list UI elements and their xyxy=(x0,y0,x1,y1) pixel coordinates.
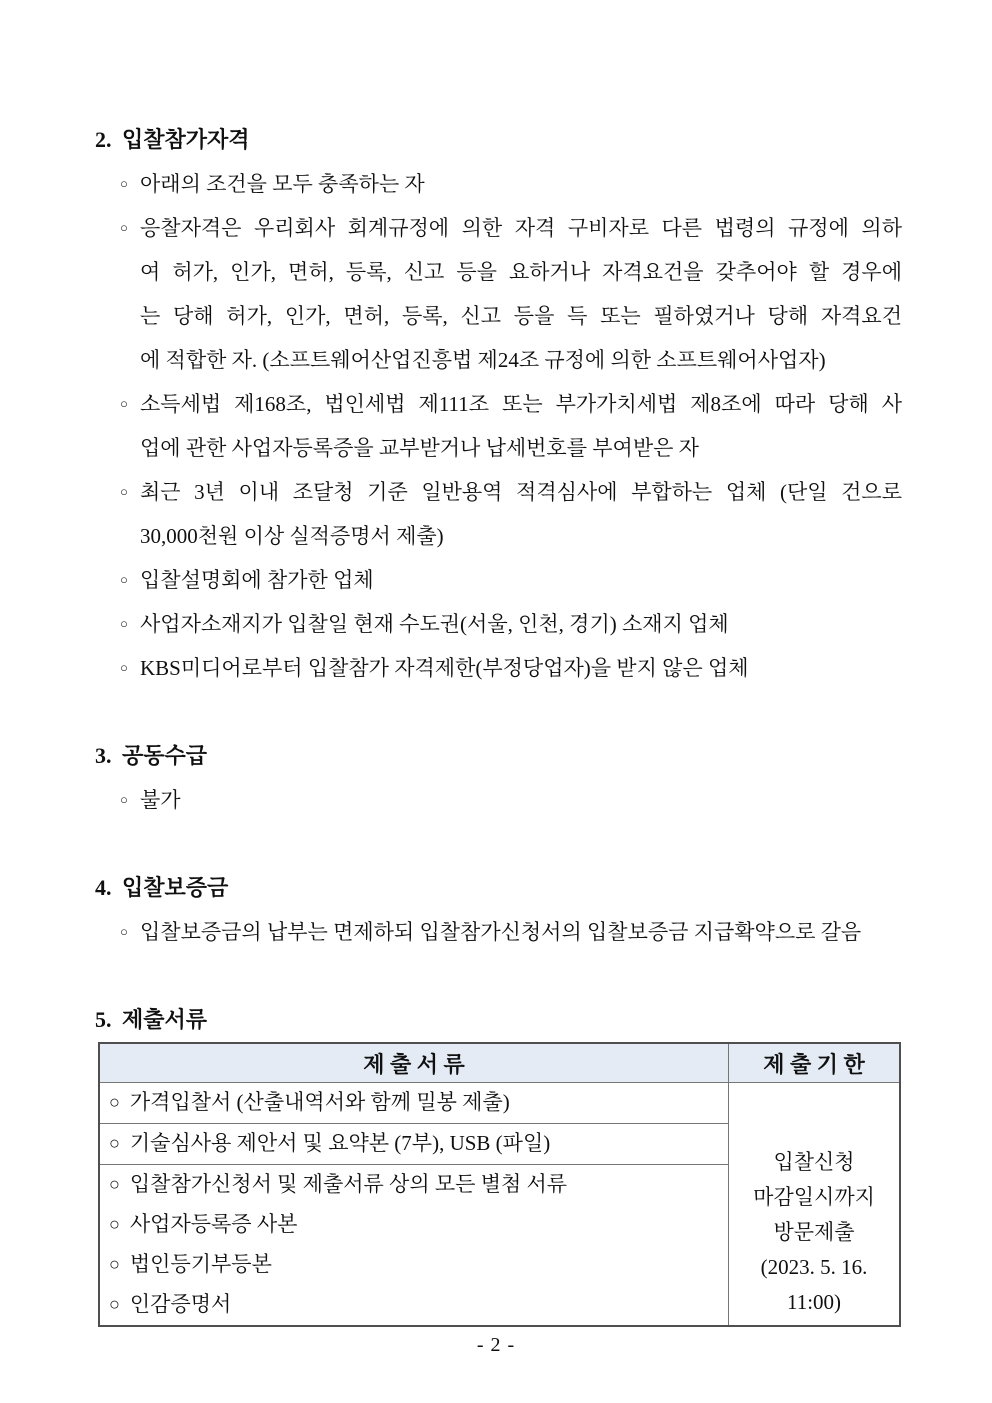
document-row-text: 법인등기부등본 xyxy=(129,1252,272,1276)
document-row-text: 기술심사용 제안서 및 요약본 (7부), USB (파일) xyxy=(129,1131,551,1155)
item-text xyxy=(140,162,902,206)
circle-bullet-icon: ○ xyxy=(109,1092,120,1112)
document-row-line xyxy=(109,1245,728,1285)
item-text xyxy=(140,602,902,646)
section-number: 4. xyxy=(95,875,112,900)
submission-table xyxy=(98,1042,901,1327)
section-number: 5. xyxy=(95,1007,112,1032)
document-row-line xyxy=(109,1083,728,1123)
document-row-line xyxy=(109,1124,728,1164)
document-row-text: 가격입찰서 (산출내역서와 함께 밀봉 제출) xyxy=(129,1090,510,1114)
document-row-line xyxy=(109,1165,728,1205)
section-2 xyxy=(95,118,902,690)
section-heading xyxy=(95,866,902,910)
circle-bullet-icon: ○ xyxy=(109,1174,120,1194)
table-head xyxy=(99,1043,900,1083)
section-5 xyxy=(95,998,902,1042)
bullet-item xyxy=(95,910,902,954)
bullet-item xyxy=(95,206,902,382)
circle-bullet-icon: ○ xyxy=(120,660,128,675)
circle-bullet-icon: ○ xyxy=(120,396,128,411)
circle-bullet-icon: ○ xyxy=(109,1254,120,1274)
item-text xyxy=(140,558,902,602)
circle-bullet-icon: ○ xyxy=(109,1133,120,1153)
item-text xyxy=(140,778,902,822)
text-line: 최근 3년 이내 조달청 기준 일반용역 적격심사에 부합하는 업체 (단일 건으로 xyxy=(140,480,902,504)
section-title: 공동수급 xyxy=(122,743,208,768)
section-3 xyxy=(95,734,902,822)
table-body xyxy=(99,1083,900,1327)
bullet-item xyxy=(95,162,902,206)
text-line: 불가 xyxy=(140,788,181,812)
deadline-line: 11:00) xyxy=(787,1290,842,1314)
section-heading xyxy=(95,998,902,1042)
circle-bullet-icon: ○ xyxy=(120,616,128,631)
document-row-text: 입찰참가신청서 및 제출서류 상의 모든 별첨 서류 xyxy=(129,1172,568,1196)
section-4 xyxy=(95,866,902,954)
text-line: 사업자소재지가 입찰일 현재 수도권(서울, 인천, 경기) 소재지 업체 xyxy=(140,612,729,636)
text-line: 30,000천원 이상 실적증명서 제출) xyxy=(140,524,444,548)
document-row-line xyxy=(109,1205,728,1245)
document-body xyxy=(95,118,902,1327)
documents-cell xyxy=(99,1124,729,1165)
item-text xyxy=(140,910,902,954)
text-line: 여 허가, 인가, 면허, 등록, 신고 등을 요하거나 자격요건을 갖추어야 할 경우에 xyxy=(140,260,902,284)
deadline-cell xyxy=(729,1083,900,1327)
deadline-line: 입찰신청 xyxy=(773,1150,855,1174)
section-title: 입찰참가자격 xyxy=(122,127,250,152)
bullet-item xyxy=(95,382,902,470)
documents-cell xyxy=(99,1165,729,1327)
text-line: 입찰설명회에 참가한 업체 xyxy=(140,568,374,592)
circle-bullet-icon: ○ xyxy=(120,924,128,939)
bullet-item xyxy=(95,602,902,646)
document-row-text: 인감증명서 xyxy=(129,1292,232,1316)
section-title: 제출서류 xyxy=(122,1007,208,1032)
text-line: KBS미디어로부터 입찰참가 자격제한(부정당업자)을 받지 않은 업체 xyxy=(140,656,749,680)
bullet-item xyxy=(95,470,902,558)
text-line: 소득세법 제168조, 법인세법 제111조 또는 부가가치세법 제8조에 따라 당해 사 xyxy=(140,392,902,416)
circle-bullet-icon: ○ xyxy=(120,792,128,807)
section-number: 3. xyxy=(95,743,112,768)
table-header-documents: 제 출 서 류 xyxy=(99,1043,729,1083)
bullet-item xyxy=(95,558,902,602)
text-line: 에 적합한 자. (소프트웨어산업진흥법 제24조 규정에 의한 소프트웨어사업자) xyxy=(140,348,826,372)
circle-bullet-icon: ○ xyxy=(120,572,128,587)
section-title: 입찰보증금 xyxy=(122,875,229,900)
page-number: - 2 - xyxy=(476,1334,516,1356)
table-header-deadline: 제 출 기 한 xyxy=(729,1043,900,1083)
deadline-line: (2023. 5. 16. xyxy=(760,1255,868,1279)
text-line: 입찰보증금의 납부는 면제하되 입찰참가신청서의 입찰보증금 지급확약으로 갈음 xyxy=(140,920,862,944)
item-text xyxy=(140,382,902,470)
circle-bullet-icon: ○ xyxy=(120,176,128,191)
item-text xyxy=(140,646,902,690)
section-heading xyxy=(95,734,902,778)
table-header-row xyxy=(99,1043,900,1083)
item-text xyxy=(140,206,902,382)
table-row xyxy=(99,1083,900,1124)
circle-bullet-icon: ○ xyxy=(120,484,128,499)
item-text xyxy=(140,470,902,558)
circle-bullet-icon: ○ xyxy=(109,1294,120,1314)
section-number: 2. xyxy=(95,127,112,152)
bullet-item xyxy=(95,778,902,822)
circle-bullet-icon: ○ xyxy=(120,220,128,235)
text-line: 응찰자격은 우리회사 회계규정에 의한 자격 구비자로 다른 법령의 규정에 의하 xyxy=(140,216,902,240)
text-line: 는 당해 허가, 인가, 면허, 등록, 신고 등을 득 또는 필하였거나 당해 자격요건 xyxy=(140,304,902,328)
bullet-item xyxy=(95,646,902,690)
section-heading xyxy=(95,118,902,162)
document-row-text: 사업자등록증 사본 xyxy=(129,1212,298,1236)
documents-cell xyxy=(99,1083,729,1124)
text-line: 업에 관한 사업자등록증을 교부받거나 납세번호를 부여받은 자 xyxy=(140,436,699,460)
circle-bullet-icon: ○ xyxy=(109,1214,120,1234)
text-line: 아래의 조건을 모두 충족하는 자 xyxy=(140,172,425,196)
deadline-line: 방문제출 xyxy=(773,1220,855,1244)
deadline-line: 마감일시까지 xyxy=(753,1185,875,1209)
document-row-line xyxy=(109,1285,728,1325)
